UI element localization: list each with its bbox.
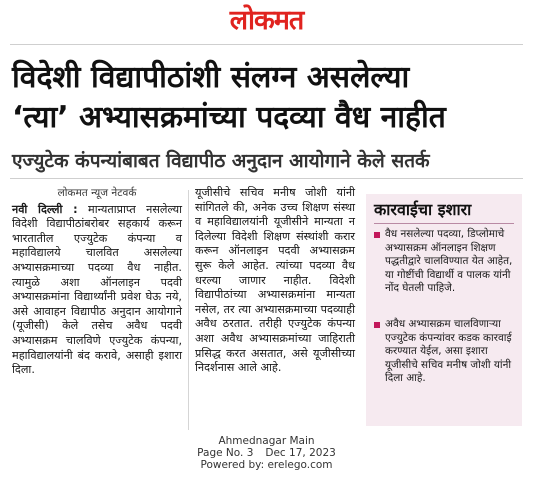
masthead xyxy=(0,4,533,38)
sidebar-divider xyxy=(374,223,514,224)
dateline: नवी दिल्ली : xyxy=(12,202,78,216)
column-2-text: यूजीसीचे सचिव मनीष जोशी यांनी सांगितले की, अनेक उच्च शिक्षण संस्था व महाविद्यालयांनी यूजीसीने मान्यता न दिलेल्या विदेशी शिक्षण संस्थांशी करार करून ऑनलाइन पदवी अभ्यासक्रम सुरू केले आहेत. त्यांच्या पदव्या वैध धरल्या जाणार नाहीत. विदेशी विद्यापीठांच्या अभ्यासक्रमांना मान्यता नसेल, तर त्या अभ्यासक्रमाच्या पदव्याही अवैध ठरतात. तरीही एज्युटेक कंपन्या अशा अवैध अभ्यासक्रमांच्या जाहिराती प्रसिद्ध करत असतात, असे यूजीसीच्या निदर्शनास आले आहे. xyxy=(195,186,355,375)
sidebar-bullet xyxy=(374,318,514,386)
footer-edition: Ahmednagar Main xyxy=(218,435,315,447)
bullet-square-icon xyxy=(374,322,380,328)
article-column-2 xyxy=(195,186,355,376)
subheadline-divider xyxy=(10,178,523,179)
column-1-text: मान्यताप्राप्त नसलेल्या विदेशी विद्यापीठांबरोबर सहकार्य करून भारतातील एज्युटेक कंपन्या व महाविद्यालये चालवित असलेल्या अभ्यासक्रमाच्या पदव्या वैध नाहीत. त्यामुळे अशा ऑनलाइन पदवी अभ्यासक्रमांना विद्यार्थ्यांनी प्रवेश घेऊ नये, असे आवाहन विद्यापीठ अनुदान आयोगाने (यूजीसी) केले तसेच अवैध पदवी अभ्यासक्रम चालविणे एज्युटेक कंपन्या, महाविद्यालयांनी बंद करावे, असाही इशारा दिला. xyxy=(12,202,182,377)
subheadline: एज्युटेक कंपन्यांबाबत विद्यापीठ अनुदान आयोगाने केले सतर्क xyxy=(12,150,430,172)
sidebar-bullet-text: वैध नसलेल्या पदव्या, डिप्लोमाचे अभ्यासक्रम ऑनलाइन शिक्षण पद्धतीद्वारे चालविण्यात येत आहेत, या गोष्टींची विद्यार्थी व पालक यांनी नोंद घेतली पाहिजे. xyxy=(385,228,513,294)
masthead-divider xyxy=(10,44,523,45)
sidebar-bullet xyxy=(374,228,514,296)
article-column-1 xyxy=(12,186,182,378)
footer-date: Dec 17, 2023 xyxy=(265,447,336,459)
sidebar-box xyxy=(366,194,522,426)
footer-powered-by: Powered by: erelego.com xyxy=(200,459,333,471)
footer-page: Page No. 3 xyxy=(197,447,254,459)
sidebar-title: कारवाईचा इशारा xyxy=(374,200,472,219)
sidebar-bullet-text: अवैध अभ्यासक्रम चालविणाऱ्या एज्युटेक कंपन्यांवर कडक कारवाई करण्यात येईल, असा इशारा यूजीसीचे सचिव मनीष जोशी यांनी दिला आहे. xyxy=(385,318,512,384)
newspaper-logo: लोकमत xyxy=(229,5,304,36)
byline: लोकमत न्यूज नेटवर्क xyxy=(57,187,137,199)
bullet-square-icon xyxy=(374,232,380,238)
footer-page-info xyxy=(0,448,533,459)
headline-line-1: विदेशी विद्यापीठांशी संलग्न असलेल्या xyxy=(12,60,410,95)
headline xyxy=(12,58,527,138)
column-divider xyxy=(188,190,189,430)
headline-line-2: ‘त्या’ अभ्यासक्रमांच्या पदव्या वैध नाहीत xyxy=(12,100,446,135)
